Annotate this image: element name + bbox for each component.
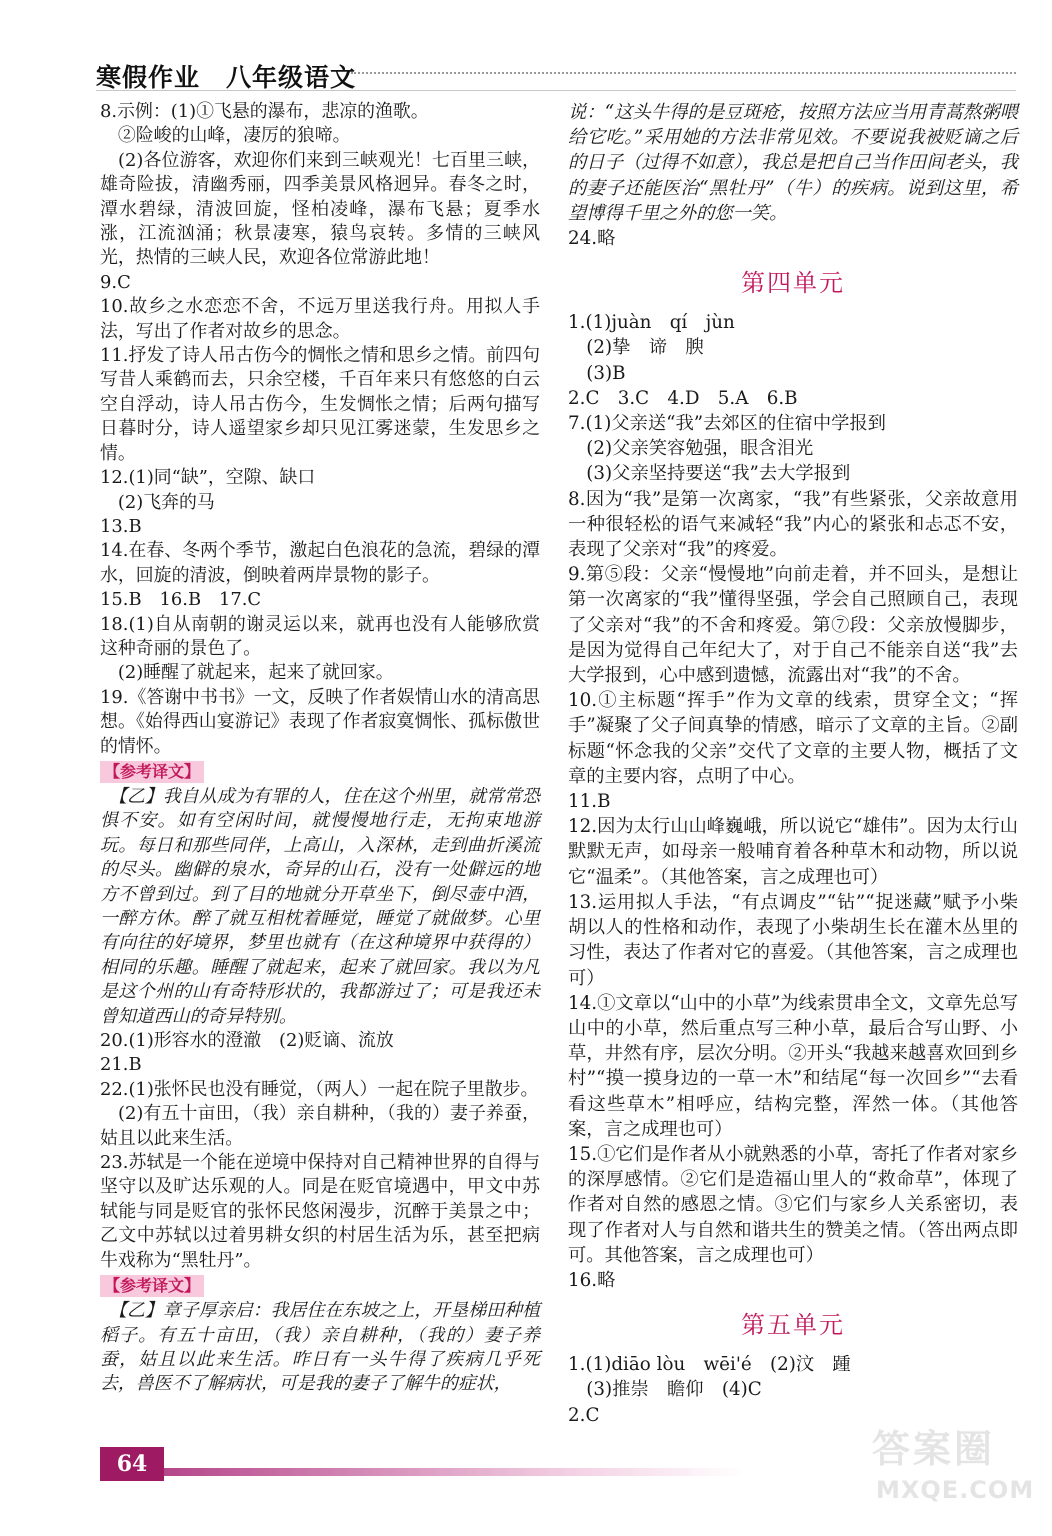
answer-item: 19.《答谢中书书》一文，反映了作者娱情山水的清高思想。《始得西山宴游记》表现了作者寂寞惆怅、孤标傲世的情怀。 bbox=[100, 686, 540, 757]
answer-item: 15.B 16.B 17.C bbox=[100, 589, 262, 611]
watermark-text: 答案圈 bbox=[872, 1427, 996, 1471]
answer-item: 15.①它们是作者从小就熟悉的小草，寄托了作者对家乡的深厚感情。②它们是造福山里人的“救命草”，体现了作者对自然的感恩之情。③它们与家乡人关系密切，表现了作者对人与自然和谐共生的赞美之情。（答出两点即可。其他答案，言之成理也可） bbox=[568, 1143, 1018, 1266]
answer-item: 11.抒发了诗人吊古伤今的惆怅之情和思乡之情。前四句写昔人乘鹤而去，只余空楼，千百年来只有悠悠的白云空自浮动，诗人吊古伤今，生发惆怅之情；后两句描写日暮时分，诗人遥望家乡却只见江雾迷蒙，生发思乡之情。 bbox=[100, 345, 540, 464]
page-header bbox=[96, 58, 1016, 92]
answer-item: 12.(1)同“缺”，空隙、缺口 (2)飞奔的马 bbox=[100, 467, 316, 513]
header-rule bbox=[96, 90, 1016, 91]
answer-item: 13.运用拟人手法，“有点调皮”“钻”“捉迷藏”赋予小柴胡以人的性格和动作，表现了小柴胡生长在灌木丛里的习性，表达了作者对它的喜爱。（其他答案，言之成理也可） bbox=[568, 891, 1018, 989]
translation-paragraph: 【乙】我自从成为有罪的人，住在这个州里，就常常恐惧不安。如有空闲时间，就慢慢地行走，无拘束地游玩。每日和那些同伴，上高山，入深林，走到曲折溪流的尽头。幽僻的泉水，奇异的山石，没有一处僻远的地方不曾到过。到了目的地就分开草坐下，倒尽壶中酒，一醉方休。醉了就互相枕着睡觉，睡觉了就做梦。心里有向往的好境界，梦里也就有（在这种境界中获得的）相同的乐趣。睡醒了就起来，起来了就回家。我以为凡是这个州的山有奇特形状的，我都游过了；可是我还未曾知道西山的奇异特别。 bbox=[100, 785, 540, 1027]
book-title: 寒假作业 八年级语文 bbox=[96, 63, 357, 92]
answer-item: 9.C bbox=[100, 271, 131, 293]
unit-heading: 第四单元 bbox=[741, 269, 845, 298]
answer-item: 13.B bbox=[100, 515, 142, 537]
unit-heading: 第五单元 bbox=[741, 1311, 845, 1340]
reference-translation-tag: 【参考译文】 bbox=[100, 761, 204, 783]
answer-item: 16.略 bbox=[568, 1269, 616, 1291]
answer-item: 20.(1)形容水的澄澈 (2)贬谪、流放 bbox=[100, 1030, 394, 1052]
answer-item: 1.(1)diāo lòu wēi'é (2)汶 踵 (3)推崇 瞻仰 (4)C bbox=[568, 1354, 851, 1401]
watermark-logo bbox=[868, 1418, 1038, 1520]
header-dotted-rule bbox=[351, 72, 1016, 74]
translation-paragraph: 【乙】章子厚亲启：我居住在东坡之上，开垦梯田种植稻子。有五十亩田，（我）亲自耕种，（我的）妻子养蚕，姑且以此来生活。昨日有一头牛得了疾病几乎死去，兽医不了解病状，可是我的妻子了解牛的症状， bbox=[100, 1300, 540, 1395]
translation-paragraph: 说：“这头牛得的是豆斑疮，按照方法应当用青蒿熬粥喂给它吃。”采用她的方法非常见效。不要说我被贬谪之后的日子（过得不如意），我总是把自己当作田间老头，我的妻子还能医治“黑牡丹”（牛）的疾病。说到这里，希望博得千里之外的您一笑。 bbox=[568, 102, 1018, 224]
tag-row bbox=[100, 1273, 540, 1299]
answer-item: 14.①文章以“山中的小草”为线索贯串全文，文章先总写山中的小草，然后重点写三种小草，最后合写山野、小草，井然有序，层次分明。②开头“我越来越喜欢回到乡村”“摸一摸身边的一草一木”和结尾“每一次回乡”“去看看这些草木”相呼应，结构完整，浑然一体。（其他答案，言之成理也可） bbox=[568, 992, 1018, 1140]
answer-item: 14.在春、冬两个季节，激起白色浪花的急流，碧绿的潭水，回旋的清波，倒映着两岸景物的影子。 bbox=[100, 540, 540, 586]
page-number: 64 bbox=[100, 1447, 164, 1481]
left-column bbox=[100, 100, 540, 1397]
answer-item: 2.C bbox=[568, 1404, 600, 1426]
answer-item: 10.①主标题“挥手”作为文章的线索，贯穿全文；“挥手”凝聚了父子间真挚的情感，暗示了文章的主旨。②副标题“怀念我的父亲”交代了文章的主要人物，概括了文章的主要内容，点明了中心。 bbox=[568, 690, 1018, 787]
answer-item: 12.因为太行山山峰巍峨，所以说它“雄伟”。因为太行山默默无声，如母亲一般哺育着各种草木和动物，所以说它“温柔”。（其他答案，言之成理也可） bbox=[568, 816, 1018, 888]
reference-translation-tag: 【参考译文】 bbox=[100, 1275, 204, 1297]
footer-bar bbox=[164, 1468, 744, 1476]
watermark-url: MXQE.COM bbox=[876, 1476, 1035, 1504]
answer-item: 22.(1)张怀民也没有睡觉，（两人）一起在院子里散步。 (2)有五十亩田，（我）亲自耕种，（我的）妻子养蚕，姑且以此来生活。 bbox=[100, 1078, 540, 1149]
answer-item: 21.B bbox=[100, 1054, 142, 1076]
answer-item: 23.苏轼是一个能在逆境中保持对自己精神世界的自得与坚守以及旷达乐观的人。同是在贬官境遇中，甲文中苏轼能与同是贬官的张怀民悠闲漫步，沉醉于美景之中；乙文中苏轼以过着男耕女织的村居生活为乐，甚至把病牛戏称为“黑牡丹”。 bbox=[100, 1152, 540, 1271]
answer-item: 11.B bbox=[568, 791, 611, 813]
answer-item: 8.示例：(1)①飞悬的瀑布，悲凉的渔歌。 ②险峻的山峰，凄厉的狼啼。 (2)各位游客，欢迎你们来到三峡观光！七百里三峡，雄奇险拔，清幽秀丽，四季美景风格迥异。春冬之时，潭水碧绿，清波回旋，怪柏凌峰，瀑布飞悬；夏季水涨，江流汹涌；秋景凄寒，猿鸟哀转。多情的三峡风光，热情的三峡人民，欢迎各位常游此地！ bbox=[100, 101, 540, 269]
answer-item: 9.第⑤段：父亲“慢慢地”向前走着，并不回头，是想让第一次离家的“我”懂得坚强，学会自己照顾自己，表现了父亲对“我”的不舍和疼爱。第⑦段：父亲放慢脚步，是因为觉得自己年纪大了，对于自己不能亲自送“我”去大学报到，心中感到遗憾，流露出对“我”的不舍。 bbox=[568, 564, 1018, 687]
answer-item: 10.故乡之水恋恋不舍，不远万里送我行舟。用拟人手法，写出了作者对故乡的思念。 bbox=[100, 296, 540, 342]
right-column bbox=[568, 100, 1018, 1428]
tag-row bbox=[100, 759, 540, 785]
answer-item: 8.因为“我”是第一次离家，“我”有些紧张，父亲故意用一种很轻松的语气来减轻“我”内心的紧张和忐忑不安，表现了父亲对“我”的疼爱。 bbox=[568, 488, 1018, 561]
answer-item: 18.(1)自从南朝的谢灵运以来，就再也没有人能够欣赏这种奇丽的景色了。 (2)睡醒了就起来，起来了就回家。 bbox=[100, 613, 540, 684]
answer-item: 24.略 bbox=[568, 228, 616, 250]
answer-item: 7.(1)父亲送“我”去郊区的住宿中学报到 (2)父亲笑容勉强，眼含泪光 (3)父亲坚持要送“我”去大学报到 bbox=[568, 413, 886, 485]
answer-item: 1.(1)juàn qí jùn (2)挚 谛 腴 (3)B bbox=[568, 312, 735, 384]
answer-item: 2.C 3.C 4.D 5.A 6.B bbox=[568, 387, 798, 409]
